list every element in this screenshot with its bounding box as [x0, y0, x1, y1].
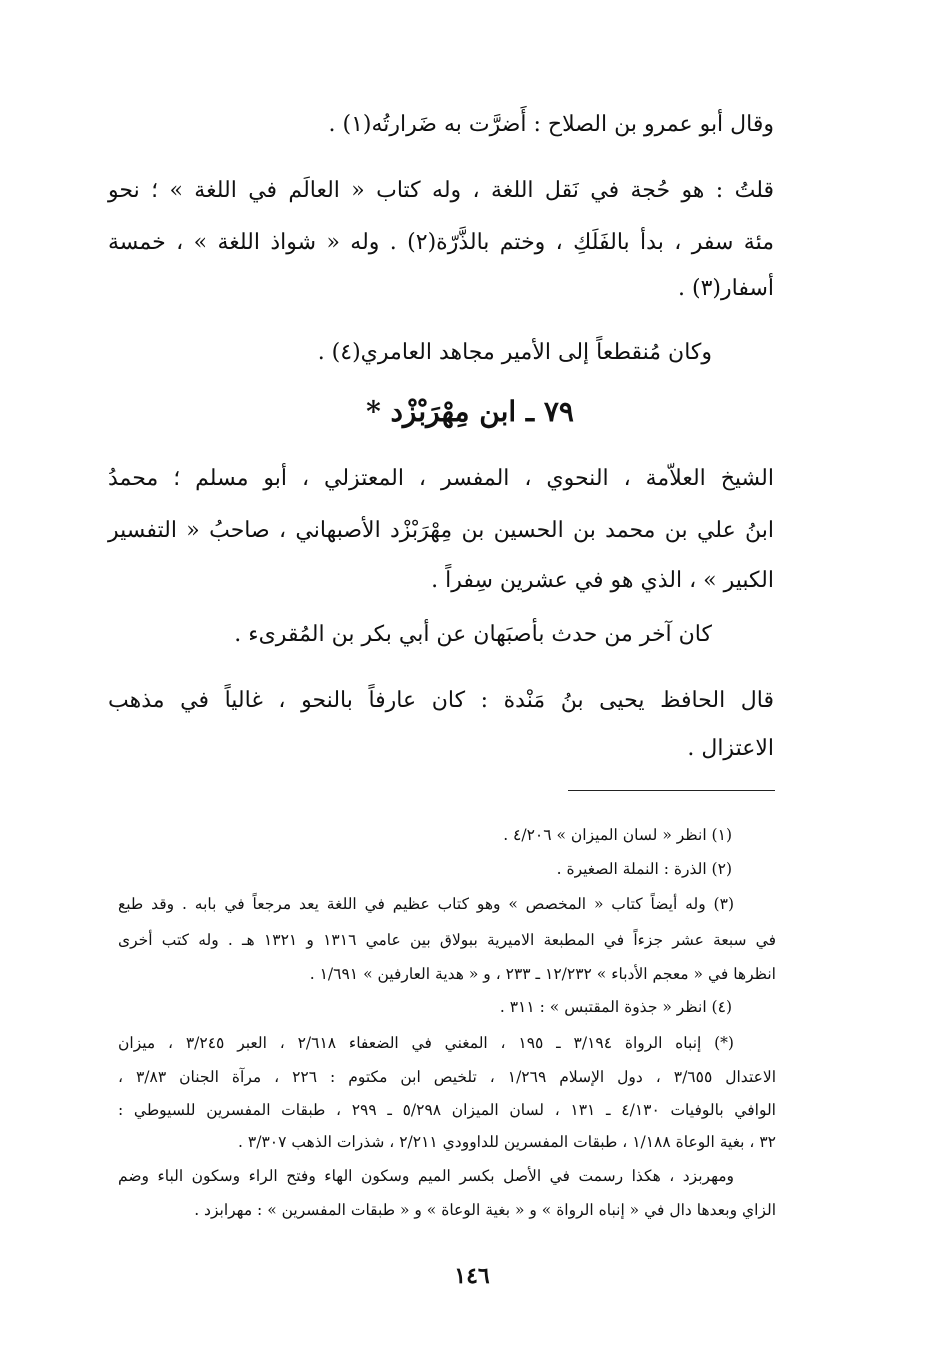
paragraph-line: الاعتزال . — [687, 736, 774, 761]
paragraph-line: مئة سفر ، بدأ بالفَلَكِ ، وختم بالذَّرّة(٢) . وله « شواذ اللغة » ، خمسة — [108, 230, 774, 255]
paragraph-line: ابنُ علي بن محمد بن الحسين بن مِهْرَبْزْد الأصبهاني ، صاحبُ « التفسير — [108, 518, 774, 543]
footnote-line: الوافي بالوفيات ٤/١٣٠ ـ ١٣١ ، لسان الميزان ٥/٢٩٨ ـ ٢٩٩ ، طبقات المفسرين للسيوطي : — [118, 1101, 776, 1119]
paragraph-last-narrator: كان آخر من حدث بأصبَهان عن أبي بكر بن المُقرىء . — [234, 622, 712, 647]
page-number: ١٤٦ — [454, 1263, 490, 1289]
paragraph-line: قلتُ : هو حُجة في نَقل اللغة ، وله كتاب « العالَم في اللغة » ؛ نحو — [108, 178, 774, 203]
footnote-separator — [568, 790, 775, 791]
footnote-4: (٤) انظر « جذوة المقتبس » : ٣١١ . — [499, 998, 732, 1016]
footnote-line: الزاي وبعدها دال في « إنباه الرواة » و « بغية الوعاة » و « طبقات المفسرين » : مهرابزد . — [194, 1201, 776, 1219]
paragraph-amir-mujahid: وكان مُنقطعاً إلى الأمير مجاهد العامري(٤) . — [317, 340, 712, 365]
footnote-1: (١) انظر « لسان الميزان » ٤/٢٠٦ . — [503, 826, 732, 844]
footnote-line: في سبعة عشر جزءاً في المطبعة الاميرية ببولاق بين عامي ١٣١٦ و ١٣٢١ هـ . وله كتب أخرى — [118, 931, 776, 949]
footnote-line: ٣٢ ، بغية الوعاة ١/١٨٨ ، طبقات المفسرين للداوودي ٢/٢١١ ، شذرات الذهب ٣/٣٠٧ . — [238, 1133, 776, 1151]
footnote-line: (٣) وله أيضاً كتاب « المخصص » وهو كتاب عظيم في اللغة يعد مرجعاً في بابه . وقد طبع — [118, 895, 734, 913]
paragraph-line: الشيخ العلاّمة ، النحوي ، المفسر ، المعتزلي ، أبو مسلم ؛ محمدُ — [108, 466, 774, 491]
paragraph-line: قال الحافظ يحيى بنُ مَنْدة : كان عارفاً بالنحو ، غالياً في مذهب — [108, 688, 774, 713]
footnote-2: (٢) الذرة : النملة الصغيرة . — [556, 860, 732, 878]
footnote-line: (*) إنباه الرواة ٣/١٩٤ ـ ١٩٥ ، المغني في الضعفاء ٢/٦١٨ ، العبر ٣/٢٤٥ ، ميزان — [118, 1034, 734, 1052]
footnote-line: ومهربزد ، هكذا رسمت في الأصل بكسر الميم وسكون الهاء وفتح الراء وسكون الباء وضم — [118, 1167, 734, 1185]
footnote-line: انظرها في « معجم الأدباء » ١٢/٢٣٢ ـ ٢٣٣ ، و « هدية العارفين » ١/٦٩١ . — [309, 965, 776, 983]
footnote-line: الاعتدال ٣/٦٥٥ ، دول الإسلام ١/٢٦٩ ، تلخيص ابن مكتوم : ٢٢٦ ، مرآة الجنان ٣/٨٣ ، — [118, 1068, 777, 1086]
paragraph-line: الكبير » ، الذي هو في عشرين سِفراً . — [431, 568, 774, 593]
paragraph-line: أسفار(٣) . — [678, 276, 774, 301]
paragraph-ibn-salah-quote: وقال أبو عمرو بن الصلاح : أَضرَّت به ضَرارتُه(١) . — [328, 112, 774, 137]
entry-heading: ٧٩ ـ ابن مِهْرَبْزْد * — [366, 395, 574, 428]
